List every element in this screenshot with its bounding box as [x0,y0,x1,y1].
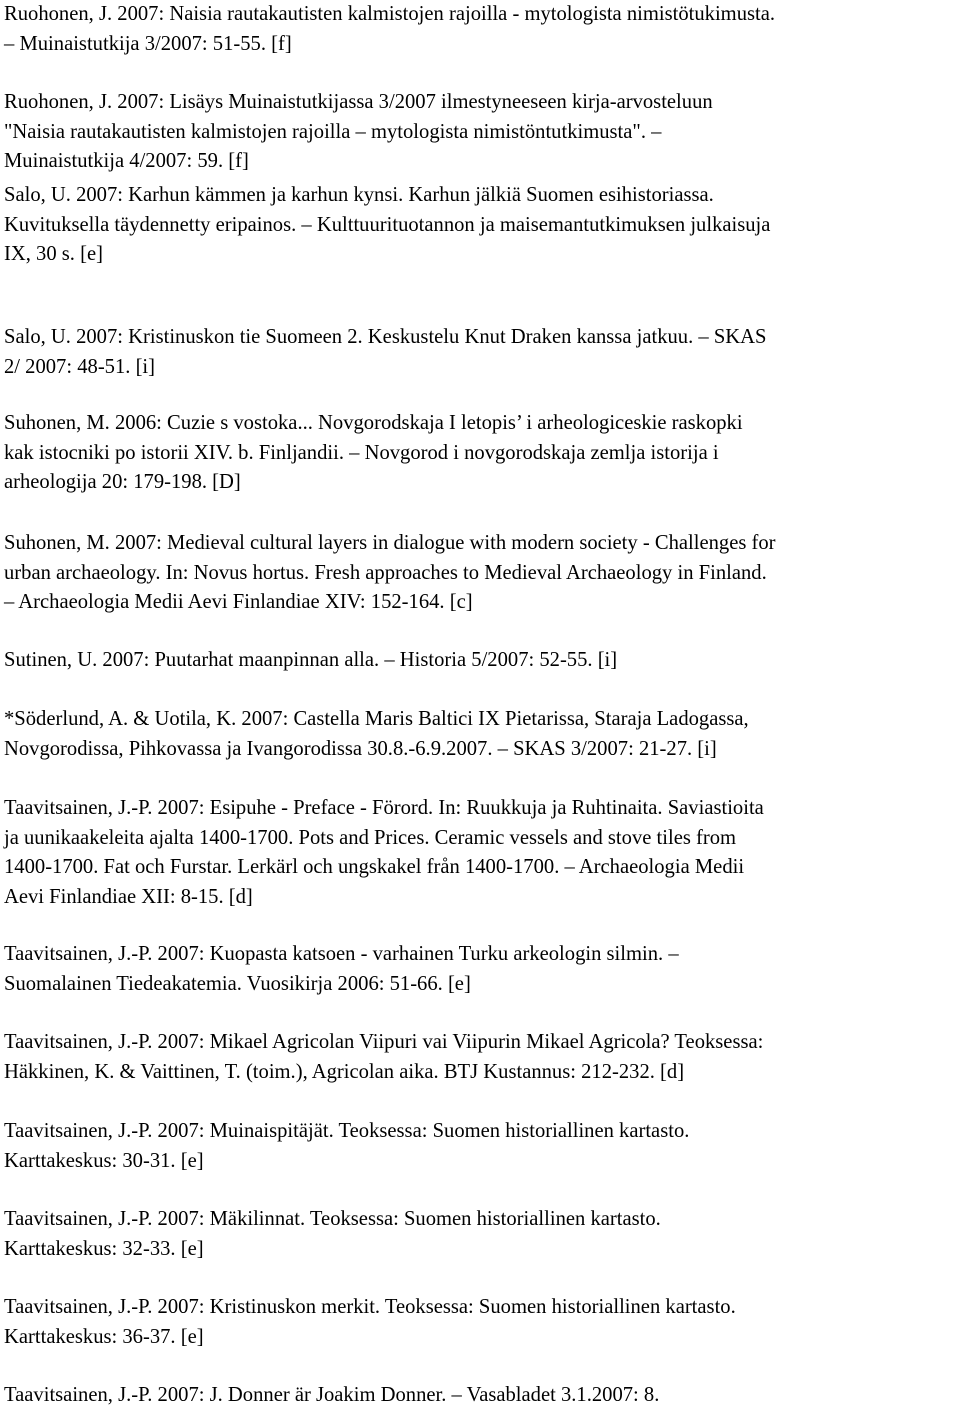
reference-line: IX, 30 s. [e] [4,243,103,265]
reference-entry [4,529,956,618]
reference-entry [4,1117,956,1176]
reference-line: kak istocniki po istorii XIV. b. Finljandii. – Novgorod i novgorodskaja zemlja istorija i [4,441,719,464]
reference-entry [4,1293,956,1352]
reference-line: Karttakeskus: 30-31. [e] [4,1149,204,1172]
reference-entry [4,940,956,999]
reference-entry [4,1381,956,1411]
reference-line: arheologija 20: 179-198. [D] [4,471,241,493]
reference-line: Taavitsainen, J.-P. 2007: Kristinuskon merkit. Teoksessa: Suomen historiallinen kartasto. [4,1296,736,1318]
reference-line: Aevi Finlandiae XII: 8-15. [d] [4,885,253,908]
reference-entry [4,646,956,676]
reference-line: Salo, U. 2007: Karhun kämmen ja karhun kynsi. Karhun jälkiä Suomen esihistoriassa. [4,184,714,206]
reference-entry [4,1205,956,1264]
reference-line: Suhonen, M. 2007: Medieval cultural layers in dialogue with modern society - Challenges for [4,532,776,554]
reference-line: Taavitsainen, J.-P. 2007: Esipuhe - Preface - Förord. In: Ruukkuja ja Ruhtinaita. Saviastioita [4,797,764,819]
reference-entry [4,794,956,912]
reference-line: Salo, U. 2007: Kristinuskon tie Suomeen 2. Keskustelu Knut Draken kanssa jatkuu. – SKAS [4,326,767,348]
reference-entry [4,0,956,59]
reference-line: Häkkinen, K. & Vaittinen, T. (toim.), Agricolan aika. BTJ Kustannus: 212-232. [d] [4,1060,685,1083]
reference-line: Taavitsainen, J.-P. 2007: Mikael Agricolan Viipuri vai Viipurin Mikael Agricola? Teoksessa: [4,1031,764,1053]
reference-entry [4,181,956,270]
reference-line: Karttakeskus: 36-37. [e] [4,1325,204,1348]
reference-line: Ruohonen, J. 2007: Lisäys Muinaistutkijassa 3/2007 ilmestyneeseen kirja-arvosteluun [4,91,713,113]
reference-line: Sutinen, U. 2007: Puutarhat maanpinnan alla. – Historia 5/2007: 52-55. [i] [4,649,618,671]
reference-line: Taavitsainen, J.-P. 2007: Kuopasta katsoen - varhainen Turku arkeologin silmin. – [4,943,679,965]
reference-line: "Naisia rautakautisten kalmistojen rajoilla – mytologista nimistöntutkimusta". – [4,120,662,143]
reference-entry [4,323,956,382]
reference-line: 1400-1700. Fat och Furstar. Lerkärl och ungskakel från 1400-1700. – Archaeologia Medii [4,856,745,878]
reference-line: Taavitsainen, J.-P. 2007: Muinaispitäjät. Teoksessa: Suomen historiallinen kartasto. [4,1120,690,1142]
reference-line: ja uunikaakeleita ajalta 1400-1700. Pots and Prices. Ceramic vessels and stove tiles from [4,826,737,849]
reference-line: – Archaeologia Medii Aevi Finlandiae XIV: 152-164. [c] [4,591,473,613]
reference-line: urban archaeology. In: Novus hortus. Fresh approaches to Medieval Archaeology in Finland. [4,561,767,584]
reference-entry [4,705,956,764]
reference-line: Kuvituksella täydennetty eripainos. – Kulttuurituotannon ja maisemantutkimuksen julkaisuja [4,213,771,236]
reference-entry [4,1028,956,1087]
reference-line: Taavitsainen, J.-P. 2007: J. Donner är Joakim Donner. – Vasabladet 3.1.2007: 8. [4,1384,660,1406]
reference-line: Taavitsainen, J.-P. 2007: Mäkilinnat. Teoksessa: Suomen historiallinen kartasto. [4,1208,661,1230]
reference-line: Suomalainen Tiedeakatemia. Vuosikirja 2006: 51-66. [e] [4,972,471,995]
reference-line: *Söderlund, A. & Uotila, K. 2007: Castella Maris Baltici IX Pietarissa, Staraja Ladogassa, [4,708,749,730]
reference-line: Novgorodissa, Pihkovassa ja Ivangorodissa 30.8.-6.9.2007. – SKAS 3/2007: 21-27. [i] [4,737,717,760]
reference-line: Suhonen, M. 2006: Cuzie s vostoka... Novgorodskaja I letopis’ i arheologiceskie raskopki [4,412,743,434]
reference-entry [4,88,956,177]
reference-line: Ruohonen, J. 2007: Naisia rautakautisten kalmistojen rajoilla - mytologista nimistötukimusta. [4,3,776,25]
reference-entry [4,409,956,498]
reference-line: 2/ 2007: 48-51. [i] [4,355,156,378]
reference-line: – Muinaistutkija 3/2007: 51-55. [f] [4,32,292,55]
reference-line: Muinaistutkija 4/2007: 59. [f] [4,150,249,172]
reference-line: Karttakeskus: 32-33. [e] [4,1237,204,1260]
